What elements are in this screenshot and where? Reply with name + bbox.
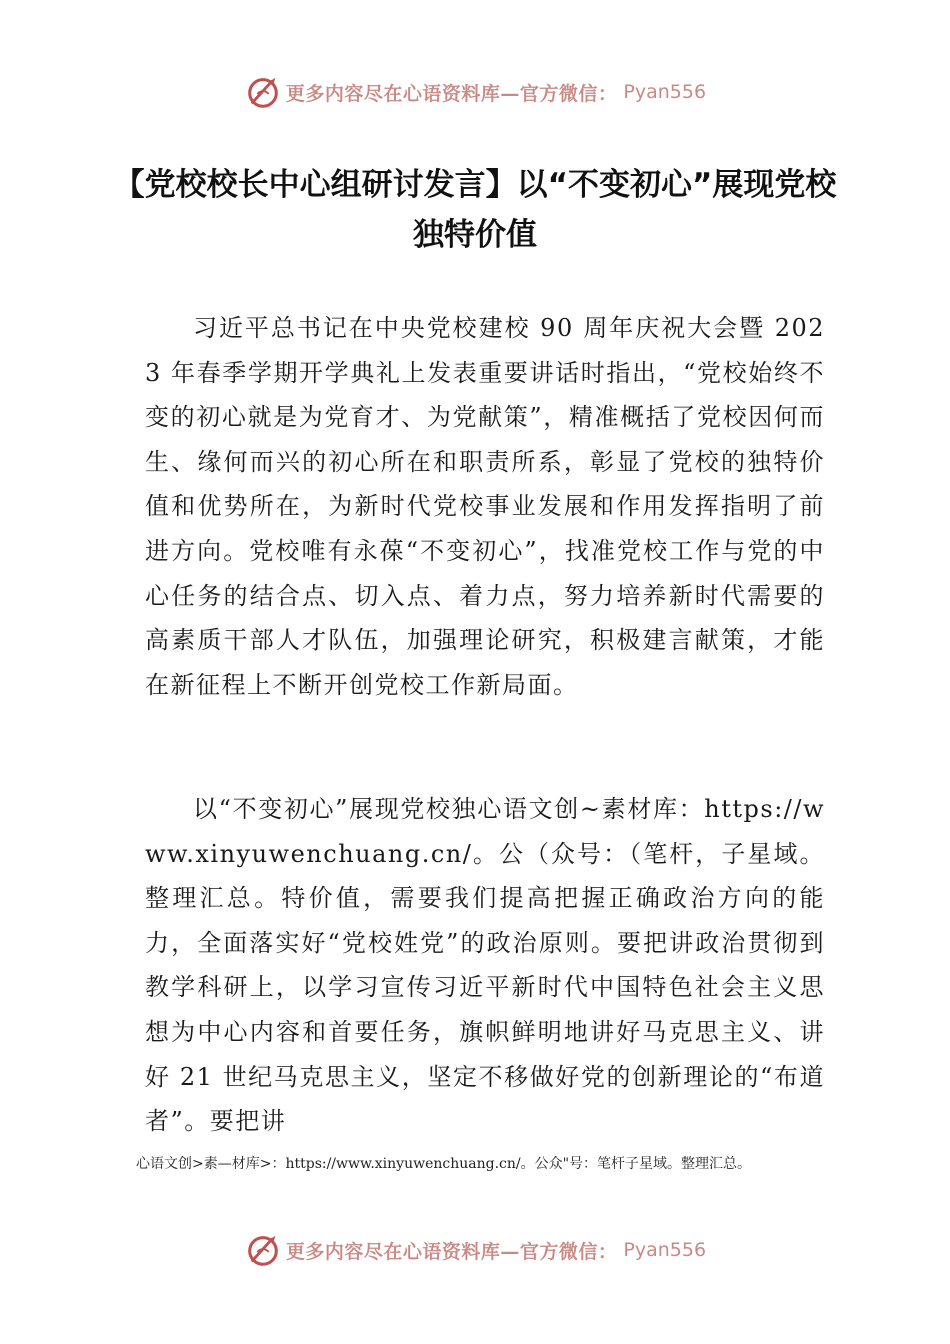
paragraph-1: 习近平总书记在中央党校建校 90 周年庆祝大会暨 2023 年春季学期开学典礼上发表重要讲话时指出，“党校始终不变的初心就是为党育才、为党献策”，精准概括了党校因何而生、缘何而兴的初心所在和职责所系，彰显了党校的独特价值和优势所在，为新时代党校事业发展和作用发挥指明了前进方向。党校唯有永葆“不变初心”，找准党校工作与党的中心任务的结合点、切入点、着力点，努力培养新时代需要的高素质干部人才队伍，加强理论研究，积极建言献策，才能在新征程上不断开创党校工作新局面。 [145, 314, 825, 699]
banner-text: 更多内容尽在心语资料库—官方微信： [285, 82, 618, 105]
document-title: 【党校校长中心组研讨发言】以“不变初心”展现党校独特价值 [113, 167, 837, 253]
footer-watermark-banner [0, 1228, 950, 1272]
brush-logo-icon [244, 1231, 282, 1269]
header-watermark-banner [0, 70, 950, 114]
footnote: 心语文创>素—材库>：https://www.xinyuwenchuang.cn/。公众"号：笔杆子星域。整理汇总。 [136, 1156, 752, 1172]
banner-wechat-id: Pyan556 [623, 1239, 707, 1261]
banner-text: 更多内容尽在心语资料库—官方微信： [285, 1240, 618, 1263]
banner-wechat-id: Pyan556 [623, 81, 707, 103]
paragraph-2: 以“不变初心”展现党校独心语文创~素材库：https://www.xinyuwenchuang.cn/。公（众号：（笔杆，子星域。整理汇总。特价值，需要我们提高把握正确政治方向的能力，全面落实好“党校姓党”的政治原则。要把讲政治贯彻到教学科研上，以学习宣传习近平新时代中国特色社会主义思想为中心内容和首要任务，旗帜鲜明地讲好马克思主义、讲好 21 世纪马克思主义，坚定不移做好党的创新理论的“布道者”。要把讲 [145, 795, 825, 1136]
brush-logo-icon [244, 73, 282, 111]
